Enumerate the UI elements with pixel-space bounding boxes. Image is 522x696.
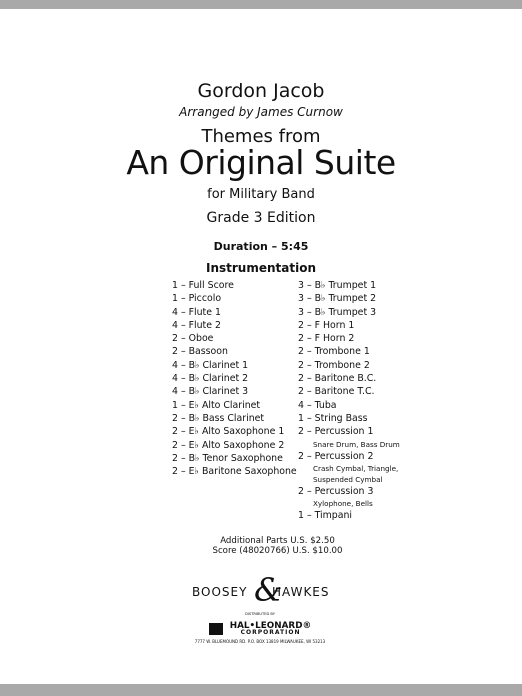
title-prefix: Themes from bbox=[201, 126, 321, 147]
instrument-part-label: 1 – Piccolo bbox=[172, 293, 222, 305]
arranger-credit: Arranged by James Curnow bbox=[179, 105, 343, 119]
instrument-part-item bbox=[172, 359, 297, 372]
piece-title: An Original Suite bbox=[126, 143, 396, 182]
instrument-part-label: 2 – Percussion 2 bbox=[298, 450, 374, 462]
instrument-part-item bbox=[172, 425, 297, 438]
distributor-block bbox=[190, 612, 330, 644]
instrument-part-label: 2 – E♭ Alto Saxophone 1 bbox=[172, 426, 285, 438]
instrument-part-label: 3 – B♭ Trumpet 2 bbox=[298, 293, 377, 305]
instrument-part-label: 4 – Flute 2 bbox=[172, 319, 221, 331]
instrument-part-label: 2 – B♭ Bass Clarinet bbox=[172, 412, 265, 424]
instrument-part-label: 4 – Flute 1 bbox=[172, 306, 221, 318]
instrument-part-item bbox=[172, 399, 297, 412]
instrument-part-label: 2 – Bassoon bbox=[172, 346, 228, 358]
instrument-part-label: 1 – String Bass bbox=[298, 412, 368, 424]
hal-leonard-logo bbox=[209, 618, 312, 637]
instrument-part-item bbox=[298, 345, 400, 358]
instrument-part-item bbox=[298, 332, 400, 345]
instrument-part-item bbox=[172, 319, 297, 332]
instrument-part-label: 2 – Oboe bbox=[172, 333, 214, 345]
instrument-part-item bbox=[298, 385, 400, 398]
distributor-address: 7777 W. BLUEMOUND RD. P.O. BOX 13819 MILWAUKEE, WI 53213 bbox=[194, 639, 326, 644]
distributor-name: HAL•LEONARD® bbox=[229, 621, 312, 631]
instrument-part-label: 2 – Baritone T.C. bbox=[298, 386, 375, 398]
instrument-part-item bbox=[298, 292, 400, 305]
instrument-part-item bbox=[172, 385, 297, 398]
instrument-part-item bbox=[172, 332, 297, 345]
instrument-part-item bbox=[172, 452, 297, 465]
instrument-part-label: 4 – B♭ Clarinet 2 bbox=[172, 373, 249, 385]
publisher-name-left: BOOSEY bbox=[192, 585, 248, 599]
instrument-part-item bbox=[298, 485, 400, 509]
instrument-part-label: 2 – Percussion 3 bbox=[298, 485, 374, 497]
instrument-part-item bbox=[298, 372, 400, 385]
instrument-part-item bbox=[298, 509, 400, 522]
bottom-border-bar bbox=[0, 684, 522, 696]
instrument-part-item bbox=[172, 465, 297, 478]
instrument-part-item bbox=[298, 399, 400, 412]
edition-label: Grade 3 Edition bbox=[206, 210, 316, 226]
instrument-part-label: 3 – B♭ Trumpet 1 bbox=[298, 280, 377, 291]
instrument-part-label: 2 – Trombone 1 bbox=[298, 346, 370, 358]
distributed-by-label: DISTRIBUTED BY bbox=[245, 612, 275, 616]
instrument-part-item bbox=[298, 425, 400, 449]
instrument-part-item bbox=[298, 319, 400, 332]
instrument-part-label: 2 – Baritone B.C. bbox=[298, 373, 377, 385]
instrument-part-item bbox=[298, 359, 400, 372]
instrument-part-item bbox=[172, 439, 297, 452]
instrument-part-label: 1 – Timpani bbox=[298, 510, 353, 522]
instrument-detail-note: Suspended Cymbal bbox=[313, 474, 383, 484]
duration-label: Duration – 5:45 bbox=[213, 240, 309, 253]
distributor-corporation: CORPORATION bbox=[240, 629, 301, 636]
instrumentation-heading: Instrumentation bbox=[205, 261, 316, 275]
additional-parts-price: Additional Parts U.S. $2.50 bbox=[220, 536, 335, 546]
instrument-part-item bbox=[298, 412, 400, 425]
hal-leonard-emblem-icon bbox=[209, 623, 223, 635]
publisher-logo bbox=[190, 571, 335, 609]
instrument-part-label: 2 – E♭ Alto Saxophone 2 bbox=[172, 439, 285, 451]
instrumentation-list-right bbox=[298, 279, 400, 522]
ampersand-mark: & bbox=[254, 571, 283, 609]
instrumentation-list-left bbox=[172, 279, 297, 478]
subtitle: for Military Band bbox=[207, 187, 315, 202]
instrument-part-label: 2 – F Horn 1 bbox=[298, 319, 355, 331]
publisher-name-right: HAWKES bbox=[272, 585, 330, 599]
instrument-part-item bbox=[298, 450, 400, 485]
price-info bbox=[200, 536, 355, 556]
score-price: Score (48020766) U.S. $10.00 bbox=[212, 546, 343, 556]
instrument-part-label: 1 – E♭ Alto Clarinet bbox=[172, 399, 261, 411]
instrument-part-item bbox=[172, 306, 297, 319]
instrument-part-item bbox=[172, 412, 297, 425]
instrument-part-label: 2 – E♭ Baritone Saxophone bbox=[172, 466, 297, 478]
instrument-detail-note: Xylophone, Bells bbox=[313, 499, 373, 509]
instrument-part-label: 2 – Trombone 2 bbox=[298, 359, 370, 371]
composer-name: Gordon Jacob bbox=[197, 80, 325, 102]
instrument-part-item bbox=[298, 279, 400, 292]
instrument-detail-note: Snare Drum, Bass Drum bbox=[313, 439, 400, 449]
instrument-part-item bbox=[172, 292, 297, 305]
instrument-detail-note: Crash Cymbal, Triangle, bbox=[313, 463, 399, 473]
instrument-part-label: 4 – B♭ Clarinet 1 bbox=[172, 359, 249, 371]
instrument-part-label: 4 – B♭ Clarinet 3 bbox=[172, 386, 249, 398]
instrument-part-label: 2 – B♭ Tenor Saxophone bbox=[172, 452, 283, 464]
instrument-part-item bbox=[298, 306, 400, 319]
instrument-part-label: 4 – Tuba bbox=[298, 399, 337, 411]
instrument-part-label: 1 – Full Score bbox=[172, 280, 234, 291]
instrument-part-item bbox=[172, 345, 297, 358]
top-border-bar bbox=[0, 0, 522, 9]
instrument-part-label: 2 – F Horn 2 bbox=[298, 333, 355, 345]
instrument-part-item bbox=[172, 372, 297, 385]
instrument-part-item bbox=[172, 279, 297, 292]
instrument-part-label: 3 – B♭ Trumpet 3 bbox=[298, 306, 377, 318]
instrument-part-label: 2 – Percussion 1 bbox=[298, 426, 374, 438]
